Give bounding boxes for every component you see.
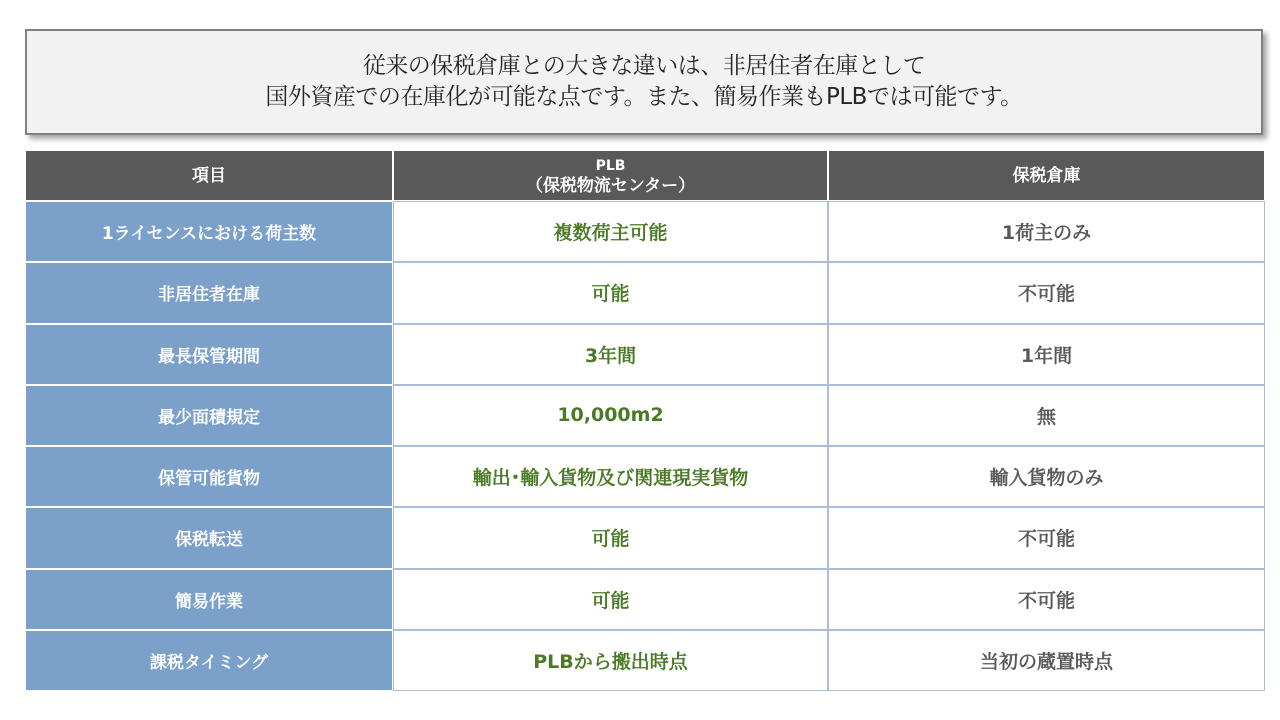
plb-value: 複数荷主可能 <box>393 201 828 262</box>
plb-value: 可能 <box>393 569 828 630</box>
plb-value: 3年間 <box>393 324 828 385</box>
comparison-table <box>25 150 1265 691</box>
row-label: 非居住者在庫 <box>25 262 393 323</box>
bonded-value: 1年間 <box>828 324 1265 385</box>
bonded-value: 1荷主のみ <box>828 201 1265 262</box>
plb-value: 輸出･輸入貨物及び関連現実貨物 <box>393 446 828 507</box>
bonded-value: 不可能 <box>828 262 1265 323</box>
plb-value: 可能 <box>393 262 828 323</box>
bonded-value: 輸入貨物のみ <box>828 446 1265 507</box>
plb-value: 10,000m2 <box>393 385 828 446</box>
column-header-item-label: 項目 <box>192 165 226 186</box>
row-label: 課税タイミング <box>25 630 393 691</box>
bonded-value: 無 <box>828 385 1265 446</box>
plb-value: 可能 <box>393 507 828 568</box>
row-label: 最少面積規定 <box>25 385 393 446</box>
bonded-value: 不可能 <box>828 507 1265 568</box>
column-header-item <box>25 150 393 201</box>
column-header-plb <box>393 150 828 201</box>
bonded-value: 当初の蔵置時点 <box>828 630 1265 691</box>
summary-line-1: 従来の保税倉庫との大きな違いは、非居住者在庫として <box>362 53 926 79</box>
summary-line-2: 国外資産での在庫化が可能な点です。また、簡易作業もPLBでは可能です。 <box>265 84 1023 110</box>
row-label: 最長保管期間 <box>25 324 393 385</box>
column-header-bonded-warehouse <box>828 150 1265 201</box>
column-header-plb-label: PLB <box>595 157 626 174</box>
column-header-bonded-label: 保税倉庫 <box>1012 165 1081 186</box>
row-label: 保管可能貨物 <box>25 446 393 507</box>
bonded-value: 不可能 <box>828 569 1265 630</box>
row-label: 保税転送 <box>25 507 393 568</box>
plb-value: PLBから搬出時点 <box>393 630 828 691</box>
summary-box <box>25 29 1263 135</box>
column-header-plb-sublabel: （保税物流センター） <box>525 175 696 196</box>
row-label: 簡易作業 <box>25 569 393 630</box>
row-label: 1ライセンスにおける荷主数 <box>25 201 393 262</box>
